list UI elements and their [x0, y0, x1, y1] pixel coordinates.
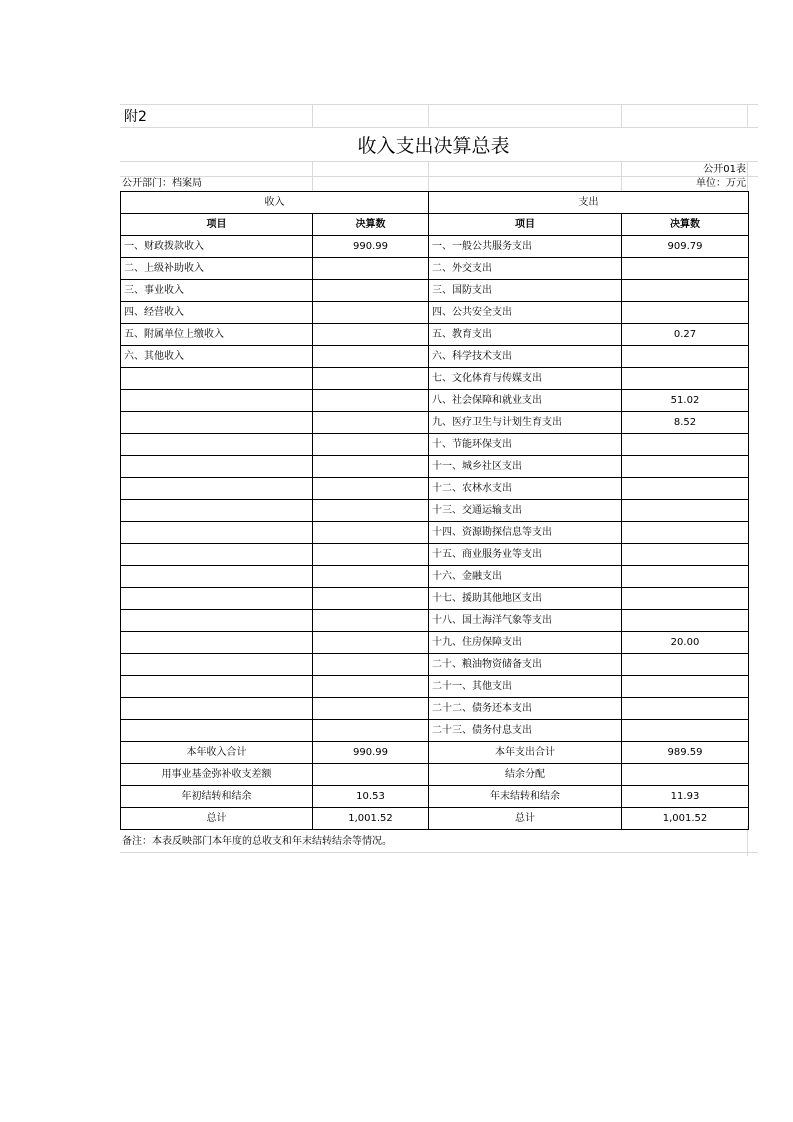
expense-amount-cell [622, 280, 749, 302]
income-item-cell [121, 522, 313, 544]
expense-amount-cell [622, 544, 749, 566]
gridline [428, 161, 429, 191]
gridline [747, 826, 748, 856]
expense-item-cell: 十七、援助其他地区支出 [429, 588, 622, 610]
income-item-cell: 总计 [121, 808, 313, 830]
expense-amount-cell [622, 258, 749, 280]
table-row [121, 720, 749, 742]
expense-item-cell: 本年支出合计 [429, 742, 622, 764]
expense-item-cell: 十九、住房保障支出 [429, 632, 622, 654]
section-header-row [121, 192, 749, 214]
income-item-cell [121, 588, 313, 610]
income-amount-cell [313, 610, 429, 632]
income-item-cell: 本年收入合计 [121, 742, 313, 764]
income-amount-cell [313, 434, 429, 456]
table-row [121, 368, 749, 390]
expense-item-cell: 八、社会保障和就业支出 [429, 390, 622, 412]
expense-amount-cell: 11.93 [622, 786, 749, 808]
expense-amount-cell: 1,001.52 [622, 808, 749, 830]
income-item-cell: 四、经营收入 [121, 302, 313, 324]
income-item-cell: 三、事业收入 [121, 280, 313, 302]
expense-amount-cell: 989.59 [622, 742, 749, 764]
table-row [121, 588, 749, 610]
income-amount-cell [313, 390, 429, 412]
income-amount-cell [313, 478, 429, 500]
expense-item-cell: 三、国防支出 [429, 280, 622, 302]
gridline [312, 161, 313, 191]
budget-table [120, 191, 749, 830]
gridline [621, 104, 622, 127]
expense-amount-cell [622, 654, 749, 676]
expense-item-cell: 二十二、债务还本支出 [429, 698, 622, 720]
income-amount-cell [313, 368, 429, 390]
income-amount-cell [313, 346, 429, 368]
gridline [120, 176, 758, 177]
income-item-cell [121, 654, 313, 676]
expense-amount-cell [622, 478, 749, 500]
expense-item-cell: 二十一、其他支出 [429, 676, 622, 698]
table-row [121, 676, 749, 698]
expense-item-cell: 七、文化体育与传媒支出 [429, 368, 622, 390]
table-row [121, 456, 749, 478]
table-row [121, 236, 749, 258]
income-amount-cell [313, 522, 429, 544]
income-amount-cell [313, 324, 429, 346]
table-body [121, 236, 749, 830]
expense-amount-cell: 51.02 [622, 390, 749, 412]
expense-amount-cell [622, 698, 749, 720]
income-amount-cell [313, 456, 429, 478]
income-amount-cell [313, 500, 429, 522]
expense-item-cell: 结余分配 [429, 764, 622, 786]
income-item-cell: 用事业基金弥补收支差额 [121, 764, 313, 786]
income-item-cell [121, 390, 313, 412]
department-label: 公开部门：档案局 [122, 178, 202, 189]
income-amount-cell [313, 544, 429, 566]
income-item-cell [121, 676, 313, 698]
gridline [120, 852, 758, 853]
gridline [621, 161, 622, 191]
expense-amount-cell [622, 368, 749, 390]
column-header-row [121, 214, 749, 236]
expense-amount-cell [622, 588, 749, 610]
income-amount-cell [313, 764, 429, 786]
expense-item-cell: 十五、商业服务业等支出 [429, 544, 622, 566]
expense-item-cell: 五、教育支出 [429, 324, 622, 346]
table-row [121, 808, 749, 830]
income-item-cell: 一、财政拨款收入 [121, 236, 313, 258]
expense-item-cell: 十四、资源勘探信息等支出 [429, 522, 622, 544]
table-row [121, 302, 749, 324]
income-item-cell [121, 412, 313, 434]
gridline [312, 104, 313, 127]
expense-item-cell: 二十、粮油物资储备支出 [429, 654, 622, 676]
table-row [121, 280, 749, 302]
income-item-header: 项目 [121, 214, 313, 236]
income-section-header: 收入 [121, 192, 429, 214]
table-row [121, 258, 749, 280]
expense-amount-cell [622, 456, 749, 478]
income-item-cell [121, 500, 313, 522]
income-amount-cell: 10.53 [313, 786, 429, 808]
income-amount-cell [313, 676, 429, 698]
expense-section-header: 支出 [429, 192, 749, 214]
expense-item-header: 项目 [429, 214, 622, 236]
income-item-cell [121, 610, 313, 632]
income-item-cell [121, 478, 313, 500]
table-row [121, 544, 749, 566]
expense-item-cell: 十一、城乡社区支出 [429, 456, 622, 478]
expense-item-cell: 十三、交通运输支出 [429, 500, 622, 522]
income-item-cell [121, 456, 313, 478]
expense-item-cell: 四、公共安全支出 [429, 302, 622, 324]
table-row [121, 698, 749, 720]
income-amount-cell [313, 632, 429, 654]
table-row [121, 346, 749, 368]
table-row [121, 478, 749, 500]
expense-item-cell: 二、外交支出 [429, 258, 622, 280]
expense-item-cell: 十、节能环保支出 [429, 434, 622, 456]
expense-amount-cell [622, 720, 749, 742]
expense-amount-header: 决算数 [622, 214, 749, 236]
income-item-cell [121, 566, 313, 588]
income-amount-cell: 1,001.52 [313, 808, 429, 830]
gridline [120, 127, 758, 128]
income-amount-cell: 990.99 [313, 742, 429, 764]
expense-item-cell: 十八、国土海洋气象等支出 [429, 610, 622, 632]
expense-amount-cell [622, 434, 749, 456]
table-row [121, 390, 749, 412]
income-item-cell [121, 632, 313, 654]
table-row [121, 434, 749, 456]
income-amount-cell [313, 258, 429, 280]
income-amount-cell [313, 302, 429, 324]
expense-item-cell: 二十三、债务付息支出 [429, 720, 622, 742]
form-code: 公开01表 [703, 164, 746, 175]
income-amount-cell [313, 720, 429, 742]
income-item-cell: 五、附属单位上缴收入 [121, 324, 313, 346]
table-row [121, 324, 749, 346]
expense-amount-cell [622, 764, 749, 786]
expense-item-cell: 六、科学技术支出 [429, 346, 622, 368]
expense-amount-cell: 909.79 [622, 236, 749, 258]
table-row [121, 742, 749, 764]
gridline [120, 161, 758, 162]
table-row [121, 412, 749, 434]
expense-item-cell: 九、医疗卫生与计划生育支出 [429, 412, 622, 434]
expense-amount-cell [622, 500, 749, 522]
expense-amount-cell [622, 346, 749, 368]
expense-amount-cell [622, 610, 749, 632]
table-row [121, 786, 749, 808]
income-item-cell [121, 544, 313, 566]
table-row [121, 522, 749, 544]
expense-amount-cell [622, 566, 749, 588]
income-amount-header: 决算数 [313, 214, 429, 236]
income-amount-cell [313, 412, 429, 434]
income-amount-cell: 990.99 [313, 236, 429, 258]
table-row [121, 654, 749, 676]
expense-item-cell: 十二、农林水支出 [429, 478, 622, 500]
expense-item-cell: 总计 [429, 808, 622, 830]
expense-item-cell: 一、一般公共服务支出 [429, 236, 622, 258]
expense-item-cell: 十六、金融支出 [429, 566, 622, 588]
expense-amount-cell: 0.27 [622, 324, 749, 346]
gridline [120, 104, 758, 105]
expense-amount-cell [622, 676, 749, 698]
income-amount-cell [313, 654, 429, 676]
income-item-cell [121, 368, 313, 390]
expense-amount-cell [622, 522, 749, 544]
expense-amount-cell [622, 302, 749, 324]
income-item-cell [121, 434, 313, 456]
page-title: 收入支出决算总表 [357, 135, 510, 157]
income-item-cell: 年初结转和结余 [121, 786, 313, 808]
table-row [121, 566, 749, 588]
income-amount-cell [313, 698, 429, 720]
income-amount-cell [313, 566, 429, 588]
footnote: 备注：本表反映部门本年度的总收支和年末结转结余等情况。 [122, 836, 392, 847]
table-row [121, 632, 749, 654]
gridline [747, 104, 748, 127]
income-amount-cell [313, 280, 429, 302]
expense-amount-cell: 20.00 [622, 632, 749, 654]
unit-label: 单位：万元 [696, 178, 746, 189]
income-amount-cell [313, 588, 429, 610]
table-row [121, 764, 749, 786]
table-row [121, 610, 749, 632]
gridline [747, 161, 748, 191]
expense-amount-cell: 8.52 [622, 412, 749, 434]
income-item-cell: 二、上级补助收入 [121, 258, 313, 280]
attachment-label: 附2 [124, 109, 147, 125]
expense-item-cell: 年末结转和结余 [429, 786, 622, 808]
gridline [428, 104, 429, 127]
income-item-cell [121, 698, 313, 720]
income-item-cell: 六、其他收入 [121, 346, 313, 368]
table-row [121, 500, 749, 522]
income-item-cell [121, 720, 313, 742]
